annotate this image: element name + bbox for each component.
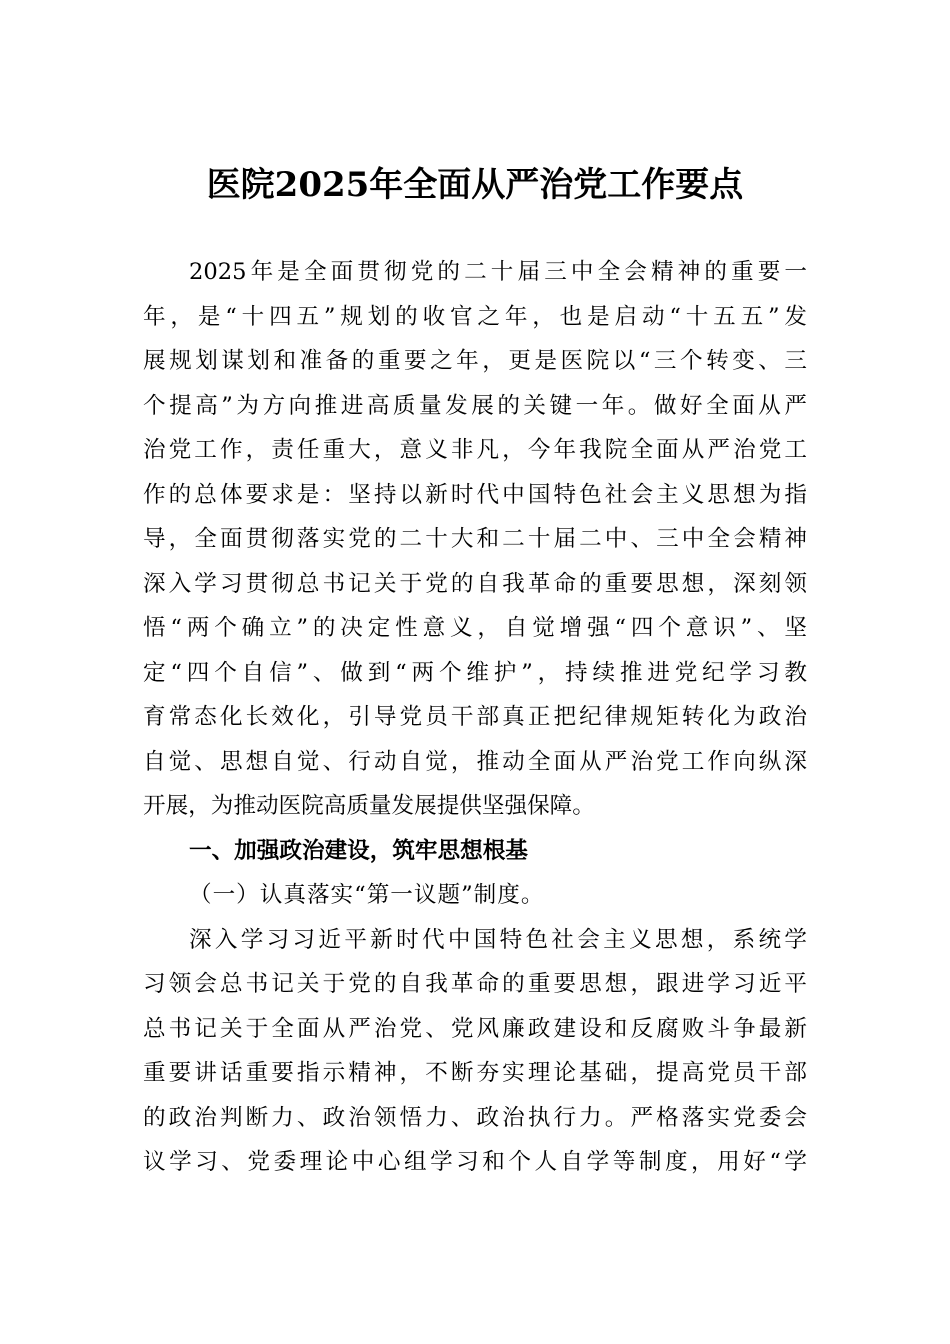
paragraph-line: 导，全面贯彻落实党的二十大和二十届二中、三中全会精神 — [143, 526, 807, 552]
paragraph-line: 2025年是全面贯彻党的二十届三中全会精神的重要一 — [189, 259, 807, 285]
paragraph-line: 悟“两个确立”的决定性意义，自觉增强“四个意识”、坚 — [143, 615, 807, 641]
paragraph-line: 育常态化长效化，引导党员干部真正把纪律规矩转化为政治 — [143, 704, 807, 730]
paragraph-line: 开展，为推动医院高质量发展提供坚强保障。 — [143, 793, 595, 819]
document-title: 医院2025年全面从严治党工作要点 — [206, 165, 744, 205]
paragraph-line: 总书记关于全面从严治党、党风廉政建设和反腐败斗争最新 — [143, 1015, 807, 1042]
document-body — [143, 250, 807, 1185]
paragraph-line: 个提高”为方向推进高质量发展的关键一年。做好全面从严 — [143, 392, 807, 419]
paragraph-line: 展规划谋划和准备的重要之年，更是医院以“三个转变、三 — [143, 348, 807, 374]
paragraph-line: 定“四个自信”、做到“两个维护”，持续推进党纪学习教 — [143, 659, 807, 686]
paragraph-line: 年，是“十四五”规划的收官之年，也是启动“十五五”发 — [143, 303, 807, 330]
paragraph-line: 深入学习习近平新时代中国特色社会主义思想，系统学 — [189, 926, 807, 953]
paragraph-line: 议学习、党委理论中心组学习和个人自学等制度，用好“学 — [143, 1149, 807, 1175]
paragraph-line: 作的总体要求是：坚持以新时代中国特色社会主义思想为指 — [143, 481, 807, 508]
paragraph-line: 的政治判断力、政治领悟力、政治执行力。严格落实党委会 — [143, 1104, 807, 1131]
section-heading: 一、加强政治建设，筑牢思想根基 — [189, 837, 528, 864]
paragraph-line: 习领会总书记关于党的自我革命的重要思想，跟进学习近平 — [143, 971, 807, 997]
paragraph-line: 深入学习贯彻总书记关于党的自我革命的重要思想，深刻领 — [143, 570, 807, 597]
paragraph-line: 自觉、思想自觉、行动自觉，推动全面从严治党工作向纵深 — [143, 748, 807, 775]
paragraph-line: 治党工作，责任重大，意义非凡，今年我院全面从严治党工 — [143, 437, 807, 463]
section-subheading: （一）认真落实“第一议题”制度。 — [189, 882, 545, 908]
paragraph-line: 重要讲话重要指示精神，不断夯实理论基础，提高党员干部 — [143, 1060, 807, 1086]
